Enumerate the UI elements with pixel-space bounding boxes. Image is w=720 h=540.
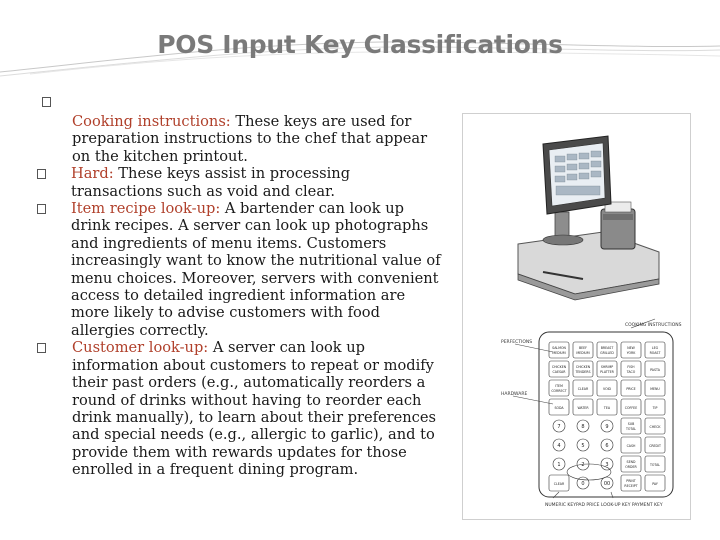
list-item-customer-lookup bbox=[40, 339, 445, 478]
keypad-key bbox=[645, 456, 665, 472]
svg-text:CHICKEN: CHICKEN bbox=[575, 365, 591, 369]
svg-text:CAESAR: CAESAR bbox=[552, 370, 566, 374]
page-title: POS Input Key Classifications bbox=[157, 30, 563, 59]
keypad-key bbox=[621, 380, 641, 396]
keypad-key bbox=[601, 420, 613, 432]
svg-text:TEA: TEA bbox=[603, 406, 611, 410]
bullet-box-icon bbox=[37, 204, 46, 214]
svg-text:PASTA: PASTA bbox=[650, 368, 660, 372]
svg-text:COFFEE: COFFEE bbox=[624, 406, 638, 410]
keypad-key bbox=[549, 342, 569, 358]
callout-hardware: HARDWARE bbox=[501, 392, 528, 397]
keypad-key bbox=[645, 361, 665, 377]
svg-text:MEDIUM: MEDIUM bbox=[552, 351, 566, 355]
slide-body bbox=[40, 96, 445, 479]
keypad-key bbox=[645, 475, 665, 491]
keypad-key bbox=[553, 458, 565, 470]
svg-text:6: 6 bbox=[605, 443, 609, 449]
keypad-key bbox=[573, 380, 593, 396]
keypad-key bbox=[621, 418, 641, 434]
keypad-key bbox=[645, 418, 665, 434]
keypad-key bbox=[549, 475, 569, 491]
svg-text:SEND: SEND bbox=[626, 460, 636, 464]
keypad-key bbox=[577, 477, 589, 489]
svg-text:PRINT: PRINT bbox=[626, 479, 636, 483]
bullet-box-icon bbox=[42, 97, 51, 107]
keypad-key bbox=[645, 399, 665, 415]
svg-text:BEEF: BEEF bbox=[578, 346, 588, 350]
term-description: These keys assist in processing transactions such as void and clear. bbox=[71, 165, 351, 200]
svg-text:TOTAL: TOTAL bbox=[625, 427, 637, 431]
svg-text:TOTAL: TOTAL bbox=[649, 463, 661, 467]
keypad-key bbox=[601, 477, 613, 489]
keypad-key bbox=[573, 399, 593, 415]
svg-text:GRILLED: GRILLED bbox=[600, 351, 614, 355]
keypad-diagram bbox=[501, 319, 682, 508]
svg-text:CASH: CASH bbox=[626, 444, 636, 448]
keypad-key bbox=[573, 342, 593, 358]
keypad-key bbox=[645, 437, 665, 453]
keypad-key bbox=[577, 439, 589, 451]
term-description: These keys are used for preparation instructions to the chef that appear on the kitchen printout. bbox=[72, 113, 428, 165]
svg-text:WATER: WATER bbox=[577, 406, 589, 410]
svg-text:SHRIMP: SHRIMP bbox=[600, 365, 614, 369]
svg-text:5: 5 bbox=[581, 443, 585, 449]
svg-text:9: 9 bbox=[605, 424, 609, 430]
keypad-key bbox=[601, 458, 613, 470]
svg-text:PRICE: PRICE bbox=[626, 387, 636, 391]
keypad-key bbox=[549, 380, 569, 396]
list-item-recipe-lookup bbox=[40, 200, 445, 339]
svg-text:3: 3 bbox=[605, 462, 609, 468]
svg-text:ORDER: ORDER bbox=[625, 465, 637, 469]
svg-text:0: 0 bbox=[581, 481, 585, 487]
bullet-box-icon bbox=[37, 169, 46, 179]
keypad-key bbox=[645, 342, 665, 358]
term-label: Hard: bbox=[71, 165, 114, 183]
keypad-key bbox=[597, 361, 617, 377]
svg-text:4: 4 bbox=[557, 443, 561, 449]
keypad-key bbox=[597, 342, 617, 358]
callout-perfections: PERFECTIONS bbox=[501, 340, 533, 345]
svg-text:PLATTER: PLATTER bbox=[600, 370, 614, 374]
svg-text:8: 8 bbox=[581, 424, 585, 430]
svg-text:LEG: LEG bbox=[651, 346, 659, 350]
keypad-key bbox=[621, 456, 641, 472]
svg-text:TACO: TACO bbox=[626, 370, 636, 374]
svg-text:CORRECT: CORRECT bbox=[551, 389, 567, 393]
svg-text:RECEIPT: RECEIPT bbox=[624, 484, 638, 488]
svg-text:MEDIUM: MEDIUM bbox=[576, 351, 590, 355]
svg-text:7: 7 bbox=[557, 424, 561, 430]
keypad-key bbox=[577, 420, 589, 432]
svg-text:YORK: YORK bbox=[626, 351, 636, 355]
list-item-hard bbox=[40, 165, 445, 200]
svg-text:SODA: SODA bbox=[554, 406, 564, 410]
svg-text:1: 1 bbox=[557, 462, 561, 468]
keypad-key bbox=[549, 361, 569, 377]
svg-text:NEW: NEW bbox=[627, 346, 635, 350]
list-item-cooking-instructions bbox=[40, 96, 445, 165]
pos-terminal-figure bbox=[462, 113, 691, 520]
svg-text:ROAST: ROAST bbox=[649, 351, 661, 355]
svg-text:CHICKEN: CHICKEN bbox=[551, 365, 567, 369]
svg-text:CLEAR: CLEAR bbox=[577, 387, 589, 391]
svg-text:00: 00 bbox=[603, 481, 611, 487]
keypad-key bbox=[553, 420, 565, 432]
term-description: A bartender can look up drink recipes. A server can look up photographs and ingredients of menu items. Customers increasingly want to know the nutritional value of menu choices. Moreover, servers with convenient access to detailed ingredient information are more likely to advise customers with food allergies correctly. bbox=[71, 200, 441, 339]
svg-text:BREAST: BREAST bbox=[600, 346, 614, 350]
keypad-key bbox=[645, 380, 665, 396]
keypad-key bbox=[597, 399, 617, 415]
callout-cooking-instructions: COOKING INSTRUCTIONS bbox=[625, 323, 682, 328]
svg-text:ITEM: ITEM bbox=[555, 384, 563, 388]
svg-text:TIP: TIP bbox=[652, 406, 658, 410]
svg-text:CHECK: CHECK bbox=[649, 425, 661, 429]
keypad-key bbox=[597, 380, 617, 396]
pos-terminal-icon bbox=[518, 136, 659, 300]
keypad-key bbox=[601, 439, 613, 451]
callout-bottom-keys: NUMERIC KEYPAD PRICE LOOK-UP KEY PAYMENT KEY bbox=[545, 503, 663, 508]
keypad-key bbox=[621, 437, 641, 453]
svg-text:TENDERS: TENDERS bbox=[575, 370, 591, 374]
svg-text:CREDIT: CREDIT bbox=[649, 444, 661, 448]
svg-text:SUB: SUB bbox=[627, 422, 635, 426]
keypad-key bbox=[573, 361, 593, 377]
svg-text:VOID: VOID bbox=[602, 387, 612, 391]
svg-text:CLEAR: CLEAR bbox=[553, 482, 565, 486]
svg-text:MENU: MENU bbox=[650, 387, 660, 391]
bullet-box-icon bbox=[37, 343, 46, 353]
term-label: Cooking instructions: bbox=[72, 113, 231, 130]
svg-text:FISH: FISH bbox=[627, 365, 635, 369]
keypad-key bbox=[549, 399, 569, 415]
keypad-key bbox=[621, 475, 641, 491]
svg-text:SALMON: SALMON bbox=[552, 346, 566, 350]
svg-text:PAY: PAY bbox=[652, 482, 658, 486]
keypad-key bbox=[621, 342, 641, 358]
keypad-key bbox=[621, 399, 641, 415]
svg-text:2: 2 bbox=[581, 462, 585, 468]
keypad-key bbox=[553, 439, 565, 451]
term-label: Customer look-up: bbox=[72, 339, 209, 357]
keypad-key bbox=[621, 361, 641, 377]
term-label: Item recipe look-up: bbox=[71, 200, 221, 218]
term-description: A server can look up information about customers to repeat or modify their past orders (e.g., automatically reorders a round of drinks without having to reorder each drink manually), to learn about their preferences and special needs (e.g., allergic to garlic), and to provide them with rewards updates for those enrolled in a frequent dining program. bbox=[72, 339, 436, 479]
